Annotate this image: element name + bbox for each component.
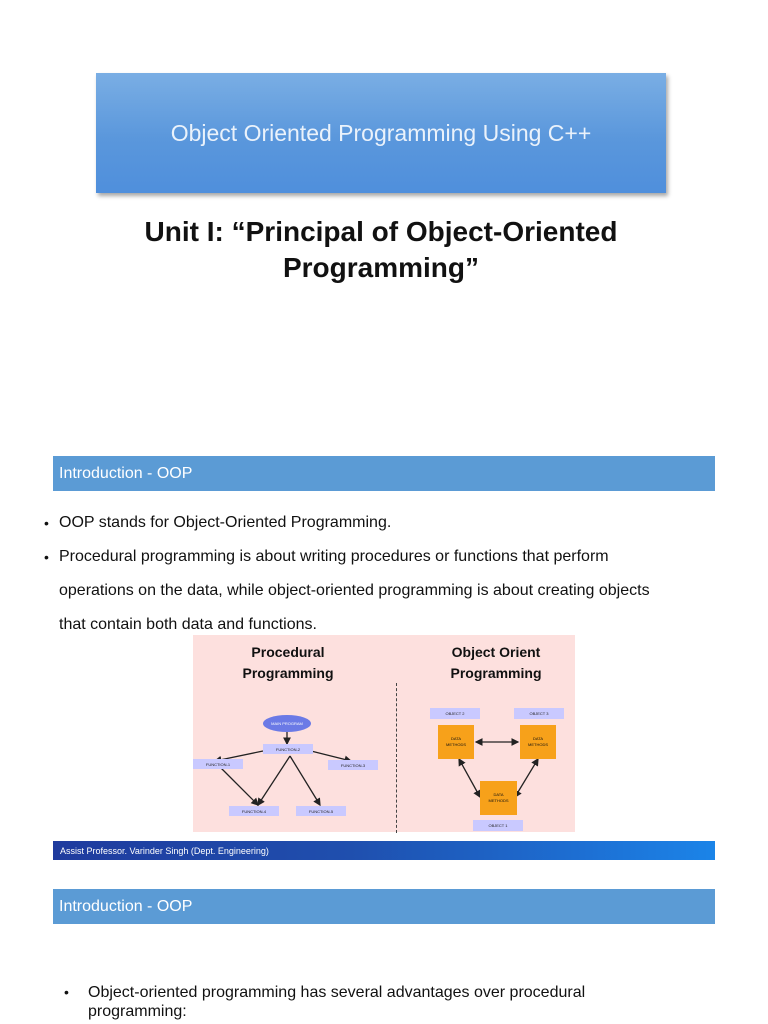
function-5-node: FUNCTION-5	[296, 806, 346, 816]
list-item: • Object-oriented programming has several advantages over procedural programming:	[64, 984, 586, 1020]
procedural-title: Procedural Programming	[242, 644, 334, 681]
slide-header-text: Introduction - OOP	[59, 897, 193, 915]
function-4-node: FUNCTION-4	[229, 806, 279, 816]
object-1-data-methods: DATA METHODS	[480, 781, 517, 815]
oop-title: Object Orient Programming	[450, 644, 542, 681]
function-3-node: FUNCTION-3	[328, 760, 378, 770]
footer-text: Assist Professor. Varinder Singh (Dept. Engineering)	[60, 845, 269, 856]
list-item: • OOP stands for Object-Oriented Programming.	[44, 506, 724, 540]
divider-line	[396, 683, 397, 833]
slide-header	[53, 456, 715, 491]
footer-bar	[53, 841, 715, 860]
unit-title-line-2: Programming”	[282, 252, 480, 283]
object-2-data-methods: DATA METHODS	[438, 725, 474, 759]
bullet-dot-icon: •	[44, 549, 49, 565]
unit-title-line-1: Unit I: “Principal of Object-Oriented	[144, 216, 618, 247]
slide-header-text: Introduction - OOP	[59, 464, 193, 482]
arrow-f2-to-f4	[258, 756, 290, 805]
object-1-label: OBJECT 1	[473, 820, 523, 831]
function-1-node: FUNCTION-1	[193, 759, 243, 769]
list-item-continuation: operations on the data, while object-oriented programming is about creating objects	[59, 582, 650, 599]
list-item: • Procedural programming is about writing procedures or functions that perform	[44, 540, 724, 574]
bullet-list	[64, 983, 664, 1021]
object-3-data-methods: DATA METHODS	[520, 725, 556, 759]
object-2-label: OBJECT 2	[430, 708, 480, 719]
course-title: Object Oriented Programming Using C++	[170, 119, 592, 146]
bullet-list	[44, 506, 724, 642]
list-item-continuation: that contain both data and functions.	[59, 616, 317, 633]
arrow-f2-to-f5	[290, 756, 320, 805]
slide-header	[53, 889, 715, 924]
course-title-banner	[96, 73, 666, 193]
arrow-obj3-obj1	[515, 759, 538, 797]
object-3-label: OBJECT 3	[514, 708, 564, 719]
unit-title	[96, 214, 666, 286]
bullet-dot-icon: •	[44, 515, 49, 531]
arrow-f1-to-f4	[220, 767, 258, 805]
bullet-dot-icon: •	[64, 984, 69, 1000]
function-2-node: FUNCTION-2	[263, 744, 313, 754]
arrow-obj2-obj1	[459, 759, 480, 797]
procedural-vs-oop-diagram	[193, 635, 575, 832]
main-program-node: MAIN PROGRAM	[263, 715, 311, 732]
